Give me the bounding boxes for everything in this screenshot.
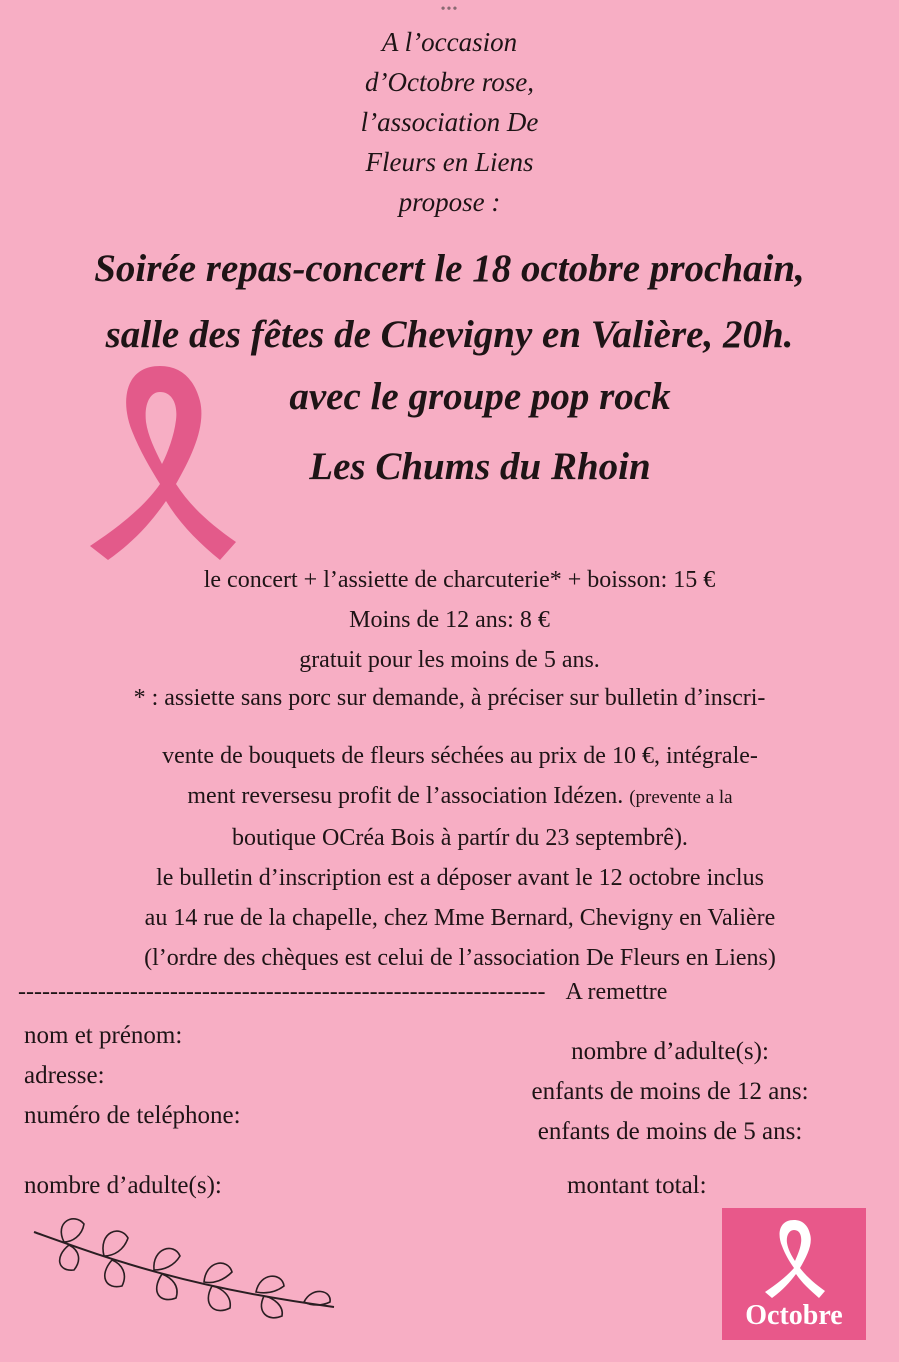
intro-line: d’Octobre rose,	[365, 67, 534, 97]
info-line-main: ment reversesu profit de l’association Idézen.	[187, 783, 624, 809]
white-ribbon-icon	[759, 1216, 829, 1300]
intro-line: A l’occasion	[381, 27, 518, 57]
band-name: Les Chums du Rhoin	[309, 445, 651, 488]
name-field-label: nom et prénom:	[24, 1022, 183, 1049]
address-field-label: adresse:	[24, 1062, 105, 1089]
info-line: boutique OCréa Bois à partír du 23 septembrê).	[232, 825, 688, 851]
form-right	[490, 1032, 850, 1152]
info-line: (l’ordre des chèques est celui de l’association De Fleurs en Liens)	[144, 945, 776, 971]
price-list	[0, 560, 899, 680]
under12-field-label: enfants de moins de 12 ans:	[531, 1078, 809, 1105]
pink-ribbon-icon	[80, 356, 240, 576]
footnote: * : assiette sans porc sur demande, à préciser sur bulletin d’inscri-	[133, 685, 766, 711]
band-announcement	[230, 362, 730, 502]
info-line-small: (prevente a la	[629, 787, 733, 808]
info-line	[60, 776, 860, 818]
band-line: avec le groupe pop rock	[289, 375, 671, 418]
phone-field-label: numéro de teléphone:	[24, 1102, 241, 1129]
dash-line: ------------------------------------------------------------------	[18, 979, 546, 1005]
info-text	[60, 736, 860, 978]
headline-line: Soirée repas-concert le 18 octobre prochain,	[94, 247, 805, 290]
intro-line: propose :	[398, 187, 501, 217]
event-headline	[0, 236, 899, 368]
under5-field-label: enfants de moins de 5 ans:	[537, 1118, 803, 1145]
intro-text	[0, 22, 899, 222]
total-amount-label: montant total:	[567, 1172, 707, 1199]
menu-dots: •••	[440, 2, 459, 17]
leaf-branch-icon	[24, 1212, 344, 1332]
info-line: vente de bouquets de fleurs séchées au prix de 10 €, intégrale-	[162, 743, 758, 769]
separator-label: A remettre	[565, 979, 668, 1005]
october-badge	[722, 1208, 866, 1340]
adults-count-label: nombre d’adulte(s):	[24, 1172, 222, 1199]
headline-line: salle des fêtes de Chevigny en Valière, 20h.	[105, 313, 794, 356]
adults-field-label: nombre d’adulte(s):	[571, 1038, 769, 1065]
price-line: le concert + l’assiette de charcuterie* + boisson: 15 €	[203, 567, 716, 593]
intro-line: l’association De	[360, 107, 539, 137]
cut-separator	[18, 972, 838, 1012]
price-line: gratuit pour les moins de 5 ans.	[299, 647, 600, 673]
intro-line: Fleurs en Liens	[365, 147, 534, 177]
price-line: Moins de 12 ans: 8 €	[349, 607, 550, 633]
info-line: le bulletin d’inscription est a déposer avant le 12 octobre inclus	[156, 865, 764, 891]
info-line: au 14 rue de la chapelle, chez Mme Bernard, Chevigny en Valière	[144, 905, 776, 931]
badge-label: Octobre	[745, 1300, 843, 1331]
form-left	[24, 1016, 444, 1136]
